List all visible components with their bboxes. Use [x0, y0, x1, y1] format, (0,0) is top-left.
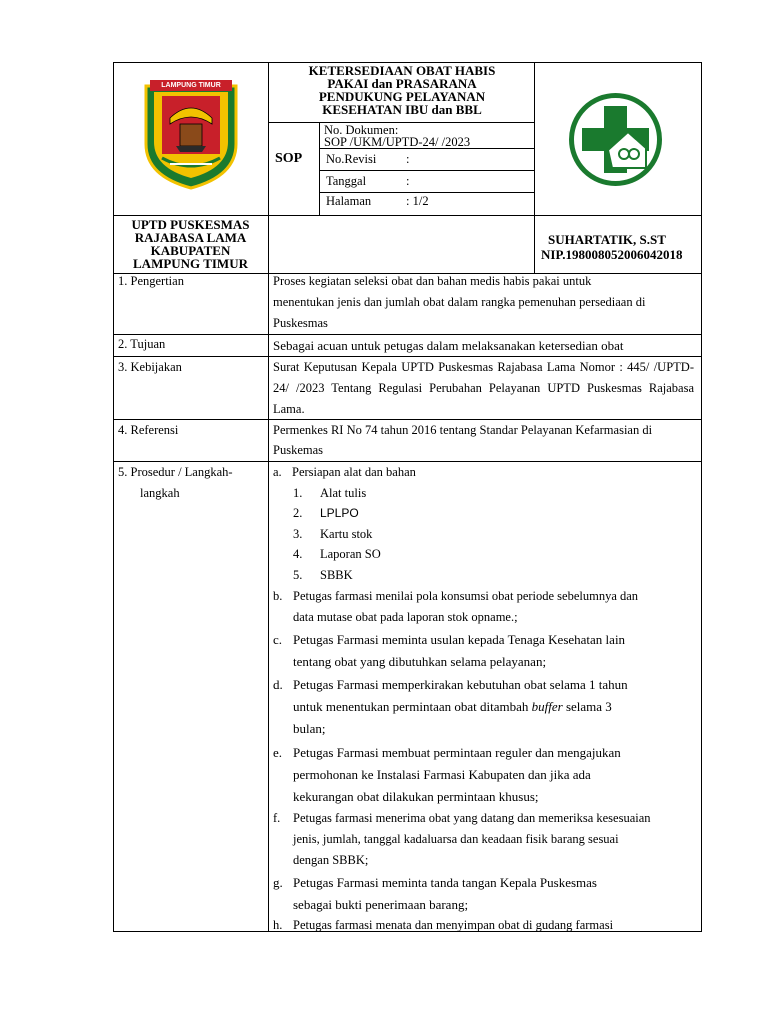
step-d-line-1: Petugas Farmasi memperkirakan kebutuhan obat selama 1 tahun — [293, 677, 628, 692]
no-dokumen-value: SOP /UKM/UPTD-24/ /2023 — [324, 135, 471, 149]
lampung-timur-logo — [140, 78, 242, 190]
title-line-1: KETERSEDIAAN OBAT HABIS — [308, 63, 496, 78]
referensi-line-2: Puskemas — [273, 443, 323, 457]
step-c-marker: c. — [273, 632, 283, 647]
no-dokumen-label: No. Dokumen: — [324, 123, 399, 137]
signer-name: SUHARTATIK, S.ST — [548, 232, 666, 247]
tanggal-value: : — [406, 174, 410, 188]
pengertian-line-2: menentukan jenis dan jumlah obat dalam rangka pemenuhan persediaan di — [273, 295, 646, 309]
item-3-num: 3. — [293, 527, 303, 541]
logo-text: LAMPUNG TIMUR — [161, 82, 221, 89]
item-2-text: LPLPO — [320, 506, 359, 520]
item-4-num: 4. — [293, 547, 303, 561]
kebijakan-label: 3. Kebijakan — [118, 360, 182, 374]
step-d-marker: d. — [273, 677, 283, 692]
step-g-line-2: sebagai bukti penerimaan barang; — [293, 897, 469, 912]
step-c-line-1: Petugas Farmasi meminta usulan kepada Tenaga Kesehatan lain — [293, 632, 626, 647]
step-e-line-2: permohonan ke Instalasi Farmasi Kabupaten dan jika ada — [293, 767, 591, 782]
step-e-marker: e. — [273, 745, 283, 760]
step-f-line-3: dengan SBBK; — [293, 853, 369, 867]
pengertian-line-1: Proses kegiatan seleksi obat dan bahan medis habis pakai untuk — [273, 274, 592, 288]
step-b-line-2: data mutase obat pada laporan stok opname.; — [293, 610, 518, 624]
sop-label: SOP — [275, 151, 303, 166]
tanggal-label: Tanggal — [326, 174, 367, 188]
item-4-text: Laporan SO — [320, 547, 381, 561]
step-e-line-3: kekurangan obat dilakukan permintaan khusus; — [293, 789, 539, 804]
step-d-line-2-post: selama 3 — [562, 699, 612, 714]
referensi-line-1: Permenkes RI No 74 tahun 2016 tentang Standar Pelayanan Kefarmasian di — [273, 423, 653, 437]
step-h-marker: h. — [273, 918, 283, 932]
pengertian-label: 1. Pengertian — [118, 274, 184, 288]
prosedur-label-2: langkah — [140, 486, 180, 500]
title-line-4: KESEHATAN IBU dan BBL — [322, 102, 482, 117]
step-d-buffer: buffer — [531, 699, 563, 714]
step-e-line-1: Petugas Farmasi membuat permintaan reguler dan mengajukan — [293, 745, 621, 760]
step-f-marker: f. — [273, 811, 281, 825]
title-line-3: PENDUKUNG PELAYANAN — [318, 89, 486, 104]
item-2-num: 2. — [293, 506, 303, 520]
referensi-label: 4. Referensi — [118, 423, 179, 437]
signer-nip: NIP.198008052006042018 — [541, 247, 683, 262]
step-f-line-1: Petugas farmasi menerima obat yang datang dan memeriksa kesesuaian — [293, 811, 651, 825]
puskesmas-logo — [568, 92, 663, 187]
org-line-2: RAJABASA LAMA — [134, 230, 247, 245]
step-d-line-2 — [293, 699, 612, 714]
item-1-num: 1. — [293, 486, 303, 500]
organization-name — [113, 218, 268, 270]
step-d-line-3: bulan; — [293, 721, 326, 736]
step-d-line-2-pre: untuk menentukan permintaan obat ditambah — [293, 699, 532, 714]
pengertian-line-3: Puskesmas — [273, 316, 328, 330]
step-b-marker: b. — [273, 589, 283, 603]
tujuan-text: Sebagai acuan untuk petugas dalam melaksanakan ketersedian obat — [273, 338, 624, 353]
step-a-marker: a. — [273, 465, 282, 479]
step-g-line-1: Petugas Farmasi meminta tanda tangan Kepala Puskesmas — [293, 875, 597, 890]
org-line-4: LAMPUNG TIMUR — [133, 256, 248, 271]
step-g-marker: g. — [273, 875, 283, 890]
step-f-line-2: jenis, jumlah, tanggal kadaluarsa dan keadaan fisik barang sesuai — [293, 832, 619, 846]
halaman-value: : 1/2 — [406, 194, 429, 208]
tujuan-label: 2. Tujuan — [118, 337, 166, 351]
org-line-3: KABUPATEN — [150, 243, 231, 258]
no-revisi-value: : — [406, 152, 410, 166]
title-line-2: PAKAI dan PRASARANA — [327, 76, 477, 91]
step-a-text: Persiapan alat dan bahan — [292, 465, 416, 479]
step-h-text: Petugas farmasi menata dan menyimpan obat di gudang farmasi — [293, 918, 614, 932]
kebijakan-text: Surat Keputusan Kepala UPTD Puskesmas Rajabasa Lama Nomor : 445/ /UPTD-24/ /2023 Tentang Regulasi Perubahan Pelayanan UPTD Puskesmas Rajabasa Lama. — [273, 360, 694, 416]
item-1-text: Alat tulis — [320, 486, 367, 500]
step-c-line-2: tentang obat yang dibutuhkan selama pelayanan; — [293, 654, 547, 669]
no-revisi-label: No.Revisi — [326, 152, 377, 166]
org-line-1: UPTD PUSKESMAS — [131, 217, 250, 232]
sop-title — [270, 64, 534, 116]
halaman-label: Halaman — [326, 194, 372, 208]
item-3-text: Kartu stok — [320, 527, 373, 541]
item-5-num: 5. — [293, 568, 303, 582]
step-b-line-1: Petugas farmasi menilai pola konsumsi obat periode sebelumnya dan — [293, 589, 639, 603]
item-5-text: SBBK — [320, 568, 353, 582]
prosedur-label-1: 5. Prosedur / Langkah- — [118, 465, 233, 479]
